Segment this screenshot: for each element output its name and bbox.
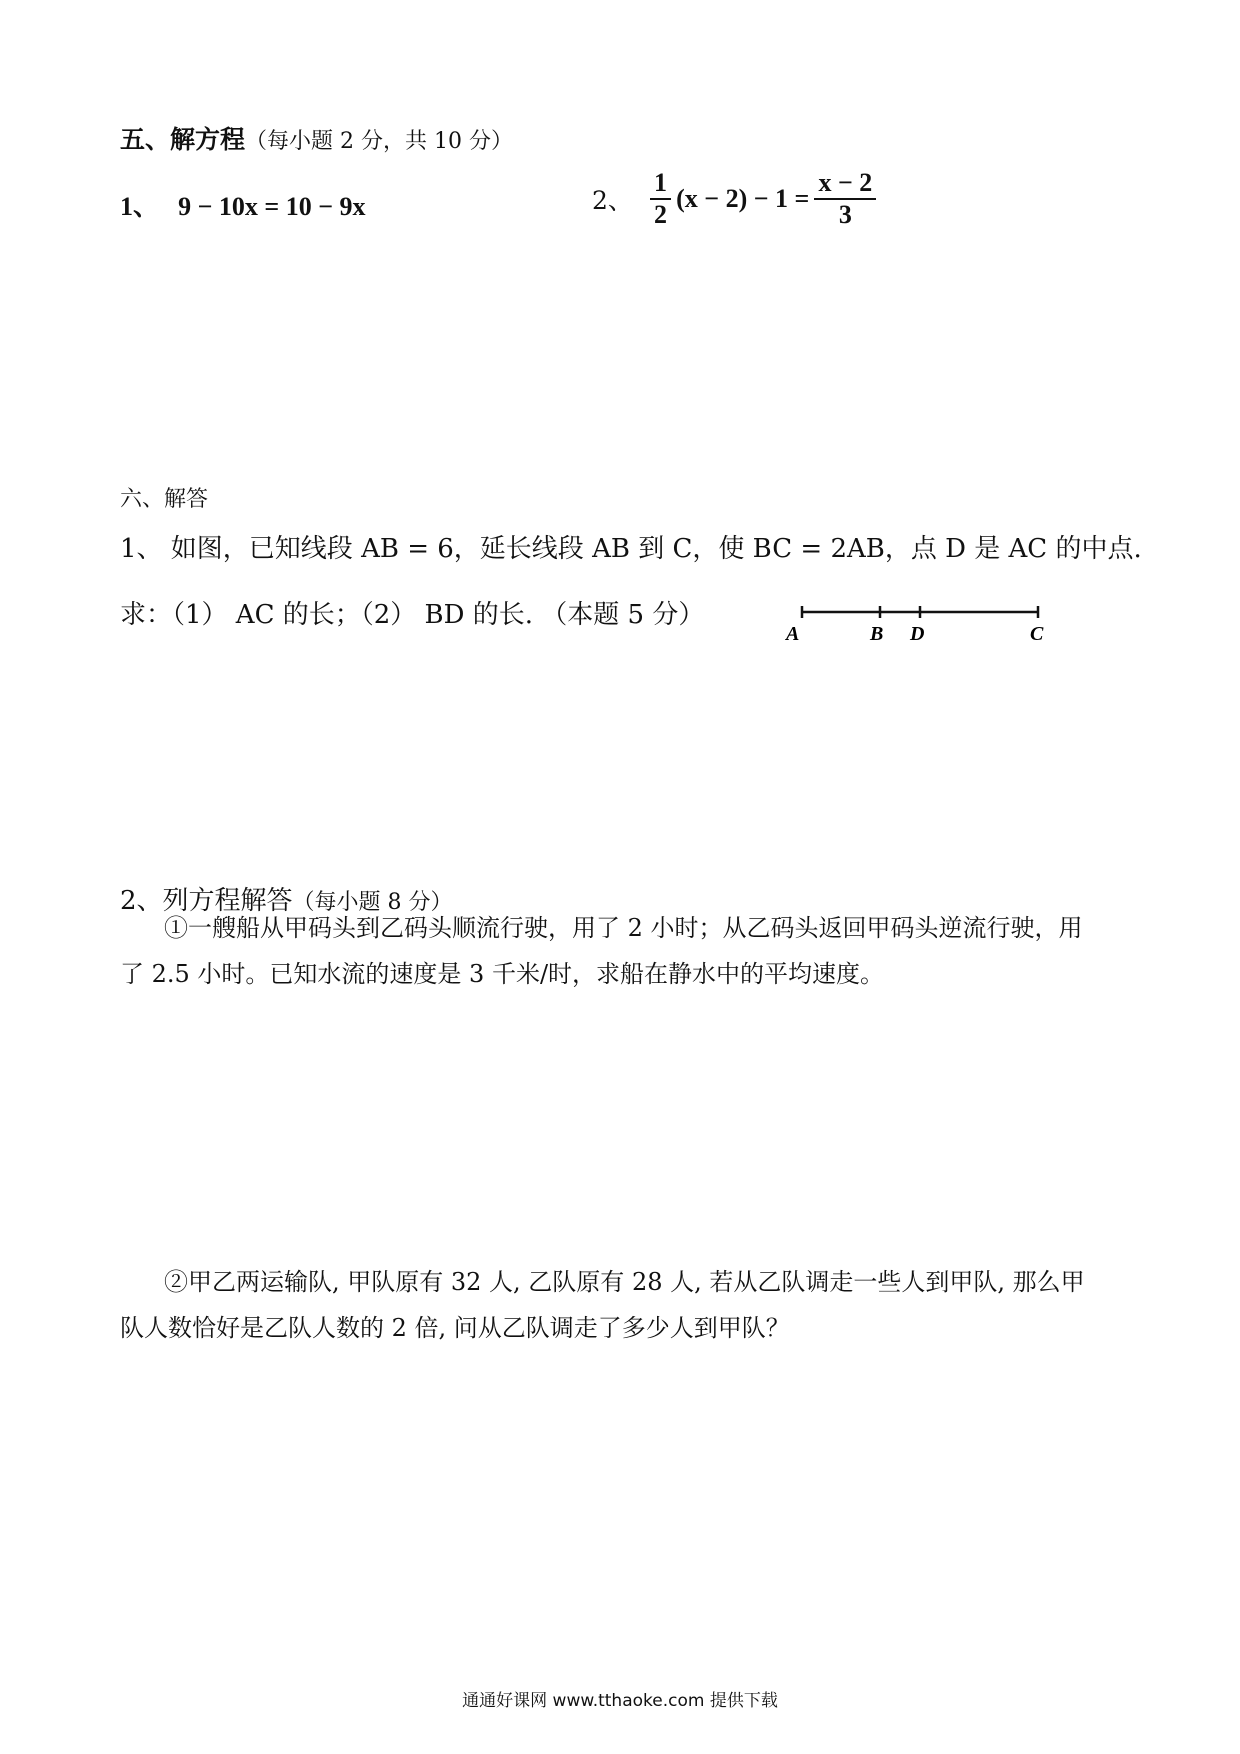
section5-question-2 <box>592 168 876 230</box>
point-label-a: A <box>786 623 800 644</box>
section6-q1-line2: 求：（1） AC 的长；（2） BD 的长. （本题 5 分） <box>120 600 705 630</box>
section6-q2-title: 2、列方程解答 <box>120 886 293 916</box>
q1-number: 1、 <box>120 192 160 221</box>
section6-q1-line1: 1、 如图，已知线段 AB = 6，延长线段 AB 到 C，使 BC = 2AB，点 D 是 AC 的中点. <box>120 534 1142 564</box>
q2-fraction-right-denominator: 3 <box>838 200 852 229</box>
problem-1-line1: ①一艘船从甲码头到乙码头顺流行驶，用了 2 小时；从乙码头返回甲码头逆流行驶，用 <box>164 914 1083 942</box>
q2-number: 2、 <box>592 186 633 215</box>
problem-2-line2: 队人数恰好是乙队人数的 2 倍, 问从乙队调走了多少人到甲队？ <box>120 1314 790 1342</box>
q2-fraction-left <box>650 168 671 230</box>
section5-question-1 <box>120 186 366 223</box>
point-label-b: B <box>870 623 884 644</box>
section6-q2-note: （每小题 8 分） <box>292 890 453 915</box>
q2-fraction-right <box>814 168 876 230</box>
problem-2-line1: ②甲乙两运输队, 甲队原有 32 人, 乙队原有 28 人, 若从乙队调走一些人到甲队, 那么甲 <box>164 1268 1085 1296</box>
q2-middle-expression: (x − 2) − 1 = <box>676 184 810 213</box>
q2-fraction-right-numerator: x − 2 <box>814 168 876 200</box>
line-segment-figure <box>780 598 1050 644</box>
section6-title: 六、解答 <box>120 487 209 512</box>
point-label-c: C <box>1030 623 1044 644</box>
section5-heading <box>120 120 513 156</box>
page-footer: 通通好课网 www.tthaoke.com 提供下载 <box>462 1691 778 1711</box>
section5-note: （每小题 2 分，共 10 分） <box>245 129 513 154</box>
q2-fraction-left-numerator: 1 <box>650 168 671 200</box>
q1-equation: 9 − 10x = 10 − 9x <box>178 192 366 221</box>
point-label-d: D <box>910 623 925 644</box>
section5-title: 五、解方程 <box>120 125 246 154</box>
problem-1-line2: 了 2.5 小时。已知水流的速度是 3 千米/时，求船在静水中的平均速度。 <box>120 960 885 988</box>
q2-fraction-left-denominator: 2 <box>654 200 667 229</box>
